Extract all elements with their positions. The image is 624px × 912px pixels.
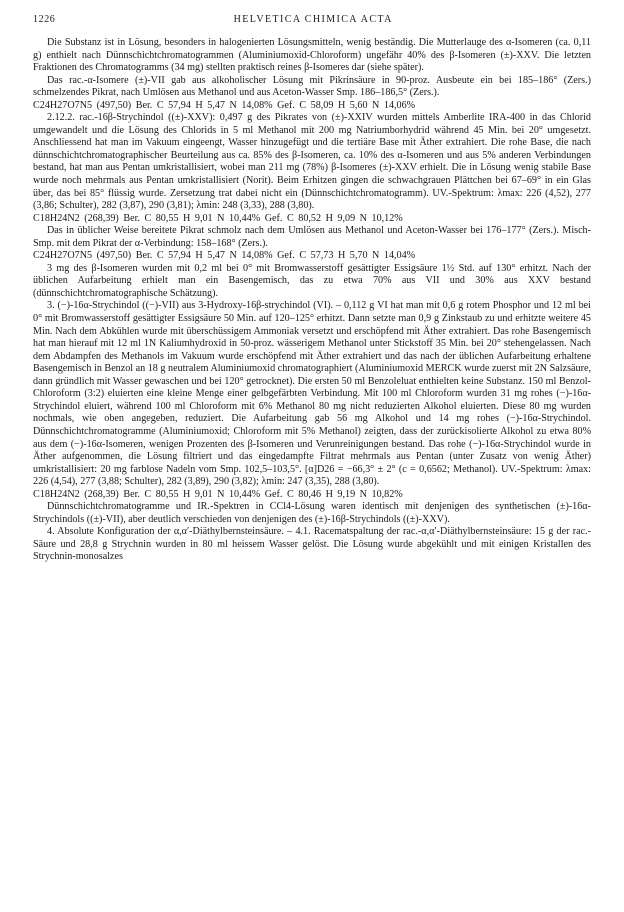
section-paragraph: 3. (−)-16α-Strychindol ((−)-VII) aus 3-Hydroxy-16β-strychindol (VI). – 0,112 g VI hat man mit 0,6 g rotem Phosphor und 12 ml bei 0° mit Bromwasserstoff gesättigter Essigsäure 50 Min. auf 120–125° erhitzt. Dann setzte man 0,9 g Zinkstaub zu und erhitzte weitere 45 Min. Nach dem Abkühlen wurde mit überschüssigem Ammoniak versetzt und erschöpfend mit Äther extrahiert. Das rohe Basengemisch hat man hierauf mit 12 ml 1N Kaliumhydroxid in 50-proz. wässerigem Methanol unter Stickstoff 35 Min. bei 20° stehengelassen. Nach dem Abdampfen des Methanols im Vakuum wurde erschöpfend mit Äther extrahiert und das nach der üblichen Aufarbeitung erhaltene Basengemisch in Benzol an 18 g neutralem Aluminiumoxid chromatographiert (Aluminiumoxid MERCK wurde zuerst mit 2N Salzsäure, dann gründlich mit Wasser gewaschen und bei 120° getrocknet). Die ersten 50 ml Benzoleluat enthielten keine Substanz. 150 ml Benzol-Chloroform (3:2) eluierten eine kleine Menge einer gelbgefärbten Verbindung. Mit 100 ml Chloroform wurden 31 mg rohes (−)-16α-Strychindol eluiert, während 100 ml Chloroform mit 6% Methanol 80 mg nicht reduzierten Alkohol eluierten. Diese 80 mg wurden nochmals, wie oben angegeben, reduziert. Die Aufarbeitung gab 56 mg Alkohol und 14 mg rohes (−)-16α-Strychindol. Dünnschichtchromatogramme (Aluminiumoxid; Chloroform mit 5% Methanol) zeigten, dass der zurückisolierte Alkohol zu etwa 80% aus dem (−)-16α-Isomeren, wenigen Prozenten des β-Isomeren und Verunreinigungen bestand. Das rohe (−)-16α-Strychindol wurde in Äther aufgenommen, die Lösung filtriert und das eingedampfte Filtrat mehrmals aus Pentan (unter Zusatz von wenig Äther) umkristallisiert: 20 mg farblose Nadeln vom Smp. 102,5–103,5°. [α]D26 = −66,3° ± 2° (c = 0,6562; Methanol). UV.-Spektrum: λmax: 226 (4,54), 277 (3,88; Schulter), 282 (3,89), 290 (3,82); λmin: 247 (3,35), 288 (3,80). [33, 300, 591, 488]
document-page [33, 10, 591, 564]
elemental-analysis: C18H24N2 (268,39) Ber. C 80,55 H 9,01 N 10,44% Gef. C 80,52 H 9,09 N 10,12% [33, 212, 403, 224]
paragraph: Die Substanz ist in Lösung, besonders in halogenierten Lösungsmitteln, wenig beständig. Die Mutterlauge des α-Isomeren (ca. 0,11 g) enthielt nach Dünnschichtchromatogrammen (Aluminiumoxid-Chloroform) ungefähr 40% des β-Isomeren (±)-XXV. Die letzten Fraktionen des Chromatogramms (34 mg) stellten praktisch reines β-Isomeres dar (siehe später). [33, 37, 591, 74]
paragraph: 2.12.2. rac.-16β-Strychindol ((±)-XXV): 0,497 g des Pikrates von (±)-XXIV wurden mittels Amberlite IRA-400 in das Chlorid umgewandelt und die Lösung des Chlorids in 5 ml Methanol mit 200 mg Natriumborhydrid während 45 Min. bei 20° umgesetzt. Anschliessend hat man im Vakuum eingeengt, Wasser hinzugefügt und die tertiäre Base mit Äther extrahiert. Die rohe Base, die nach dünnschichtchromatographischer Beurteilung aus ca. 85% des β-Isomeren, ca. 10% des α-Isomeren und aus 5% anderen Verbindungen bestand, hat man aus Pentan umkristallisiert, wobei man 211 mg (78%) β-Isomeres (±)-XXV erhielt. Die in Lösung wenig stabile Base wurde noch mehrmals aus Pentan umkristallisiert (Norit). Beim Erhitzen gingen die schwachgrauen Plättchen bei 67–69° in ein Glas über, das bei 85° flüssig wurde. Zersetzung trat dabei nicht ein (Dünnschichtchromatogramm). UV.-Spektrum: λmax: 226 (4,52), 277 (3,86; Schulter), 282 (3,87), 290 (3,81); λmin: 248 (3,33), 288 (3,80). [33, 112, 591, 212]
paragraph: 3 mg des β-Isomeren wurden mit 0,2 ml bei 0° mit Bromwasserstoff gesättigter Essigsäure 1½ Std. auf 130° erhitzt. Nach der üblichen Aufarbeitung erhielt man ein Basengemisch, das zu etwa 70% aus VII und 30% aus XXV bestand (dünnschichtchromatographische Schätzung). [33, 262, 591, 299]
elemental-analysis: C24H27O7N5 (497,50) Ber. C 57,94 H 5,47 N 14,08% Gef. C 57,73 H 5,70 N 14,04% [33, 250, 416, 262]
section-paragraph: 4. Absolute Konfiguration der α,α′-Diäthylbernsteinsäure. – 4.1. Racematspaltung der rac.-α,α′-Diäthylbernsteinsäure: 15 g der rac.-Säure und 28,8 g Strychnin wurden in 80 ml heissem Wasser gelöst. Die Lösung wurde abgekühlt und mit einigen Kristallen des Strychnin-monosalzes [33, 526, 591, 563]
paragraph: Dünnschichtchromatogramme und IR.-Spektren in CCl4-Lösung waren identisch mit denjenigen des synthetischen (±)-16α-Strychindols ((±)-VII), aber deutlich verschieden von denjenigen des (±)-16β-Strychindols ((±)-XXV). [33, 501, 591, 525]
page-header [33, 14, 591, 25]
elemental-analysis: C18H24N2 (268,39) Ber. C 80,55 H 9,01 N 10,44% Gef. C 80,46 H 9,19 N 10,82% [33, 488, 403, 500]
paragraph: Das in üblicher Weise bereitete Pikrat schmolz nach dem Umlösen aus Methanol und Aceton-Wasser bei 176–177° (Zers.). Misch-Smp. mit dem Pikrat der α-Verbindung: 158–168° (Zers.). [33, 225, 591, 249]
paragraph: Das rac.-α-Isomere (±)-VII gab aus alkoholischer Lösung mit Pikrinsäure in 90-proz. Ausbeute ein bei 185–186° (Zers.) schmelzendes Pikrat, nach Umlösen aus Methanol und aus Aceton-Wasser Smp. 186–186,5° (Zers.). [33, 74, 591, 99]
page-number: 1226 [33, 14, 56, 25]
journal-title: HELVETICA CHIMICA ACTA [233, 14, 393, 25]
elemental-analysis: C24H27O7N5 (497,50) Ber. C 57,94 H 5,47 N 14,08% Gef. C 58,09 H 5,60 N 14,06% [33, 99, 416, 111]
